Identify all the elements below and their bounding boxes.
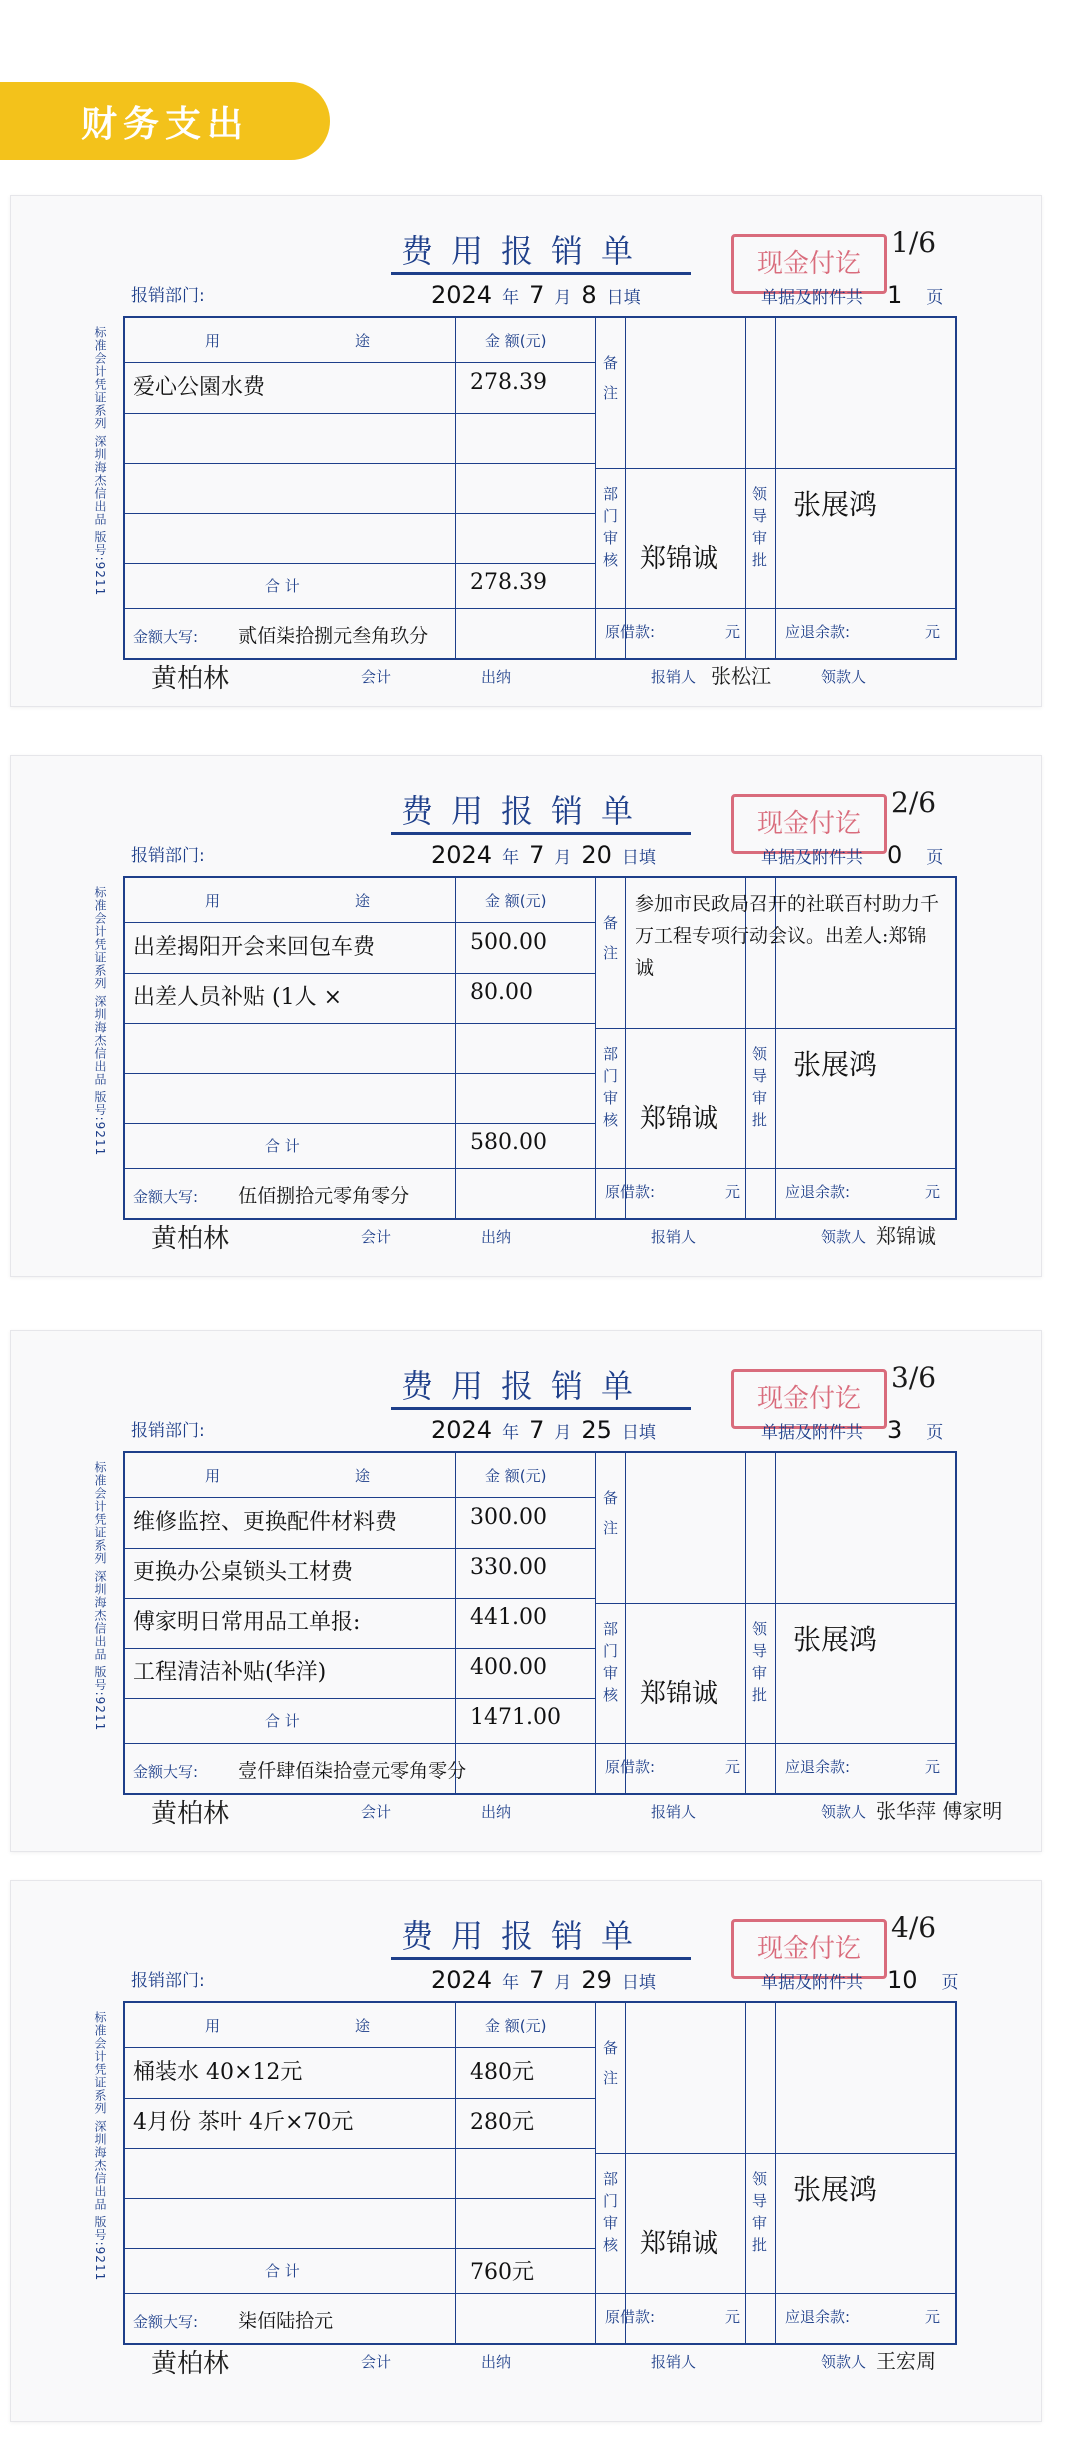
grid-vline	[625, 2003, 626, 2343]
total-label: 合 计	[265, 1712, 300, 1730]
cashier-label: 出纳	[481, 1803, 512, 1821]
expense-form	[10, 755, 1042, 1277]
reimburser-label: 报销人	[651, 668, 697, 686]
paid-stamp: 现金付讫	[731, 794, 887, 854]
borrowed-unit: 元	[725, 1183, 741, 1201]
cashier-label: 出纳	[481, 1228, 512, 1246]
uppercase-row	[133, 621, 428, 648]
uppercase-value: 壹仟肆佰柒拾壹元零角零分	[238, 1760, 467, 1782]
form-series-strip: 标准会计凭证系列 深圳海杰信出品 版号:9211	[93, 1461, 107, 1732]
grid-vline	[625, 878, 626, 1218]
attachment-count: 0	[887, 841, 903, 869]
page-tag: 1/6	[891, 226, 937, 259]
item-purpose: 桶装水 40×12元	[133, 2060, 303, 2085]
borrowed-label: 原借款:	[605, 2308, 656, 2326]
grid-hline	[125, 1497, 595, 1498]
date-yue: 月	[554, 1973, 572, 1993]
receiver-label: 领款人	[821, 2353, 867, 2371]
dept-reviewer-signature: 郑锦诚	[640, 544, 719, 574]
col-tu: 途	[355, 2017, 371, 2035]
date-year: 2024	[431, 281, 493, 309]
uppercase-row	[133, 2306, 333, 2333]
dept-label: 报销部门:	[131, 1421, 205, 1441]
date-yue: 月	[554, 1423, 572, 1443]
grid-vline	[625, 318, 626, 658]
dept-reviewer-signature: 郑锦诚	[640, 1679, 719, 1709]
leader-signature: 张展鸿	[793, 2173, 878, 2206]
leader-signature: 张展鸿	[793, 488, 878, 521]
col-tu: 途	[355, 892, 371, 910]
attachment	[761, 1966, 959, 1994]
refund-unit: 元	[925, 2308, 941, 2326]
col-yong: 用	[205, 2017, 221, 2035]
grid-hline	[125, 608, 955, 609]
date-month: 7	[529, 1966, 545, 1994]
form-title: 费用报销单	[400, 1917, 651, 1955]
item-purpose: 工程清洁补贴(华洋)	[133, 1660, 327, 1685]
left-signature: 黄柏林	[151, 2349, 230, 2379]
date-year: 2024	[431, 1416, 493, 1444]
date-year: 2024	[431, 1966, 493, 1994]
accountant-label: 会计	[361, 1803, 392, 1821]
grid-hline	[125, 413, 595, 414]
attachment	[761, 841, 943, 869]
borrowed-label: 原借款:	[605, 1758, 656, 1776]
item-amount: 280元	[470, 2110, 534, 2135]
accountant-label: 会计	[361, 1228, 392, 1246]
item-purpose: 出差揭阳开会来回包车费	[133, 935, 376, 960]
grid-hline	[125, 1168, 955, 1169]
item-purpose: 出差人员补贴 (1人 ×	[133, 985, 343, 1010]
note-label: 备 注	[603, 2039, 619, 2087]
leader-signature: 张展鸿	[793, 1048, 878, 1081]
title-underline	[391, 832, 691, 835]
date-tian: 日填	[621, 848, 656, 868]
refund-label: 应退余款:	[785, 1183, 851, 1201]
receiver-label: 领款人	[821, 668, 867, 686]
item-purpose: 爱心公園水费	[133, 375, 266, 400]
dept-reviewer-signature: 郑锦诚	[640, 2229, 719, 2259]
item-amount: 330.00	[470, 1555, 547, 1580]
grid-hline	[125, 922, 595, 923]
grid-vline	[455, 318, 456, 658]
note-label: 备 注	[603, 1489, 619, 1537]
refund-label: 应退余款:	[785, 2308, 851, 2326]
grid-hline	[125, 973, 595, 974]
item-amount: 400.00	[470, 1655, 547, 1680]
note-label: 备 注	[603, 914, 619, 962]
attachment-label: 单据及附件共	[761, 288, 863, 308]
dept-review-label: 部门审核	[603, 1045, 619, 1129]
remark-text: 参加市民政局召开的社联百村助力千万工程专项行动会议。出差人:郑锦诚	[635, 893, 940, 979]
paid-stamp: 现金付讫	[731, 1369, 887, 1429]
grid-vline	[775, 2003, 776, 2343]
grid-hline	[125, 1073, 595, 1074]
receiver-signature: 郑锦诚	[876, 1224, 936, 1248]
grid-vline	[745, 1453, 746, 1793]
dept-review-label: 部门审核	[603, 1620, 619, 1704]
grid-vline	[455, 1453, 456, 1793]
grid-hline	[125, 1023, 595, 1024]
attachment-label: 单据及附件共	[761, 1973, 863, 1993]
total-amount: 760元	[470, 2260, 534, 2285]
date-nian: 年	[502, 848, 520, 868]
dept-review-label: 部门审核	[603, 2170, 619, 2254]
grid-hline	[125, 362, 595, 363]
date-tian: 日填	[621, 1973, 656, 1993]
grid-vline	[595, 1453, 596, 1793]
fill-date	[431, 281, 651, 309]
expense-form	[10, 1880, 1042, 2422]
col-tu: 途	[355, 332, 371, 350]
uppercase-row	[133, 1756, 466, 1783]
leader-approve-label: 领导审批	[752, 2170, 768, 2254]
grid-hline	[595, 2153, 955, 2154]
leader-approve-label: 领导审批	[752, 1620, 768, 1704]
borrowed-unit: 元	[725, 1758, 741, 1776]
borrowed-unit: 元	[725, 2308, 741, 2326]
refund-unit: 元	[925, 623, 941, 641]
receiver-signature: 张华萍 傅家明	[876, 1799, 1003, 1823]
grid-hline	[125, 1648, 595, 1649]
dept-label: 报销部门:	[131, 1971, 205, 1991]
grid-hline	[125, 2148, 595, 2149]
uppercase-row	[133, 1181, 409, 1208]
refund-unit: 元	[925, 1183, 941, 1201]
uppercase-label: 金额大写:	[133, 628, 199, 646]
accountant-label: 会计	[361, 2353, 392, 2371]
item-amount: 80.00	[470, 980, 533, 1005]
col-tu: 途	[355, 1467, 371, 1485]
grid-hline	[125, 2248, 595, 2249]
borrowed-unit: 元	[725, 623, 741, 641]
item-amount: 300.00	[470, 1505, 547, 1530]
leader-approve-label: 领导审批	[752, 1045, 768, 1129]
attachment-count: 3	[887, 1416, 903, 1444]
total-label: 合 计	[265, 577, 300, 595]
grid-vline	[595, 2003, 596, 2343]
grid-hline	[125, 1698, 595, 1699]
form-title: 费用报销单	[400, 792, 651, 830]
title-underline	[391, 272, 691, 275]
attachment-label: 单据及附件共	[761, 848, 863, 868]
attachment-count: 1	[887, 281, 903, 309]
item-amount: 500.00	[470, 930, 547, 955]
grid-hline	[595, 1603, 955, 1604]
grid-hline	[125, 2047, 595, 2048]
accountant-label: 会计	[361, 668, 392, 686]
form-table	[123, 1451, 957, 1795]
page-unit: 页	[941, 1973, 959, 1993]
date-nian: 年	[502, 288, 520, 308]
dept-reviewer-signature: 郑锦诚	[640, 1104, 719, 1134]
receiver-label: 领款人	[821, 1803, 867, 1821]
dept-review-label: 部门审核	[603, 485, 619, 569]
grid-vline	[625, 1453, 626, 1793]
uppercase-label: 金额大写:	[133, 1763, 199, 1781]
grid-hline	[125, 1598, 595, 1599]
date-day: 8	[581, 281, 597, 309]
note-label: 备 注	[603, 354, 619, 402]
item-amount: 278.39	[470, 370, 547, 395]
reimburser-label: 报销人	[651, 2353, 697, 2371]
form-series-strip: 标准会计凭证系列 深圳海杰信出品 版号:9211	[93, 326, 107, 597]
total-amount: 1471.00	[470, 1705, 561, 1730]
col-amount: 金 额(元)	[485, 892, 547, 910]
form-table	[123, 876, 957, 1220]
date-day: 29	[581, 1966, 612, 1994]
page-tag: 3/6	[891, 1361, 937, 1394]
date-yue: 月	[554, 288, 572, 308]
date-tian: 日填	[606, 288, 641, 308]
item-purpose: 傅家明日常用品工单报:	[133, 1610, 361, 1635]
section-badge: 财务支出	[0, 82, 330, 160]
attachment-count: 10	[887, 1966, 918, 1994]
form-title: 费用报销单	[400, 232, 651, 270]
grid-vline	[455, 878, 456, 1218]
date-year: 2024	[431, 841, 493, 869]
paid-stamp: 现金付讫	[731, 1919, 887, 1979]
item-purpose: 更换办公桌锁头工材费	[133, 1560, 354, 1585]
date-month: 7	[529, 841, 545, 869]
page-unit: 页	[926, 288, 944, 308]
form-title: 费用报销单	[400, 1367, 651, 1405]
grid-hline	[125, 2198, 595, 2199]
page-unit: 页	[926, 1423, 944, 1443]
grid-vline	[745, 2003, 746, 2343]
cashier-label: 出纳	[481, 2353, 512, 2371]
refund-label: 应退余款:	[785, 1758, 851, 1776]
form-series-strip: 标准会计凭证系列 深圳海杰信出品 版号:9211	[93, 2011, 107, 2282]
item-purpose: 维修监控、更换配件材料费	[133, 1510, 398, 1535]
reimburser-label: 报销人	[651, 1228, 697, 1246]
grid-hline	[125, 463, 595, 464]
date-month: 7	[529, 1416, 545, 1444]
receiver-label: 领款人	[821, 1228, 867, 1246]
date-yue: 月	[554, 848, 572, 868]
col-amount: 金 额(元)	[485, 1467, 547, 1485]
item-amount: 480元	[470, 2060, 534, 2085]
fill-date	[431, 1416, 666, 1444]
left-signature: 黄柏林	[151, 1799, 230, 1829]
item-amount: 441.00	[470, 1605, 547, 1630]
refund-label: 应退余款:	[785, 623, 851, 641]
leader-signature: 张展鸿	[793, 1623, 878, 1656]
reimburser-label: 报销人	[651, 1803, 697, 1821]
grid-hline	[125, 2098, 595, 2099]
uppercase-value: 伍佰捌拾元零角零分	[238, 1185, 410, 1207]
fill-date	[431, 1966, 666, 1994]
grid-vline	[745, 318, 746, 658]
receiver-signature: 王宏周	[876, 2349, 936, 2373]
cashier-label: 出纳	[481, 668, 512, 686]
attachment-label: 单据及附件共	[761, 1423, 863, 1443]
uppercase-label: 金额大写:	[133, 2313, 199, 2331]
item-purpose: 4月份 茶叶 4斤×70元	[133, 2110, 354, 2135]
grid-hline	[125, 1123, 595, 1124]
col-amount: 金 额(元)	[485, 332, 547, 350]
grid-hline	[595, 468, 955, 469]
uppercase-value: 柒佰陆拾元	[238, 2310, 334, 2332]
leader-approve-label: 领导审批	[752, 485, 768, 569]
page-tag: 2/6	[891, 786, 937, 819]
col-amount: 金 额(元)	[485, 2017, 547, 2035]
grid-hline	[125, 513, 595, 514]
borrowed-label: 原借款:	[605, 623, 656, 641]
dept-label: 报销部门:	[131, 846, 205, 866]
total-amount: 278.39	[470, 570, 547, 595]
expense-form	[10, 1330, 1042, 1852]
page-tag: 4/6	[891, 1911, 937, 1944]
total-amount: 580.00	[470, 1130, 547, 1155]
date-tian: 日填	[621, 1423, 656, 1443]
grid-hline	[595, 1028, 955, 1029]
col-yong: 用	[205, 332, 221, 350]
form-series-strip: 标准会计凭证系列 深圳海杰信出品 版号:9211	[93, 886, 107, 1157]
uppercase-label: 金额大写:	[133, 1188, 199, 1206]
form-table	[123, 316, 957, 660]
total-label: 合 计	[265, 1137, 300, 1155]
grid-vline	[595, 318, 596, 658]
attachment	[761, 281, 943, 309]
grid-vline	[455, 2003, 456, 2343]
form-table	[123, 2001, 957, 2345]
date-nian: 年	[502, 1973, 520, 1993]
date-nian: 年	[502, 1423, 520, 1443]
col-yong: 用	[205, 1467, 221, 1485]
date-day: 20	[581, 841, 612, 869]
left-signature: 黄柏林	[151, 1224, 230, 1254]
grid-vline	[595, 878, 596, 1218]
fill-date	[431, 841, 666, 869]
dept-label: 报销部门:	[131, 286, 205, 306]
total-label: 合 计	[265, 2262, 300, 2280]
grid-vline	[775, 1453, 776, 1793]
title-underline	[391, 1957, 691, 1960]
grid-vline	[775, 318, 776, 658]
date-month: 7	[529, 281, 545, 309]
attachment	[761, 1416, 943, 1444]
title-underline	[391, 1407, 691, 1410]
grid-hline	[125, 1548, 595, 1549]
left-signature: 黄柏林	[151, 664, 230, 694]
grid-hline	[125, 2293, 955, 2294]
date-day: 25	[581, 1416, 612, 1444]
reimburser-signature: 张松江	[711, 664, 771, 688]
expense-form	[10, 195, 1042, 707]
grid-hline	[125, 1743, 955, 1744]
page-unit: 页	[926, 848, 944, 868]
paid-stamp: 现金付讫	[731, 234, 887, 294]
refund-unit: 元	[925, 1758, 941, 1776]
uppercase-value: 贰佰柒拾捌元叁角玖分	[238, 625, 429, 647]
borrowed-label: 原借款:	[605, 1183, 656, 1201]
grid-hline	[125, 563, 595, 564]
col-yong: 用	[205, 892, 221, 910]
